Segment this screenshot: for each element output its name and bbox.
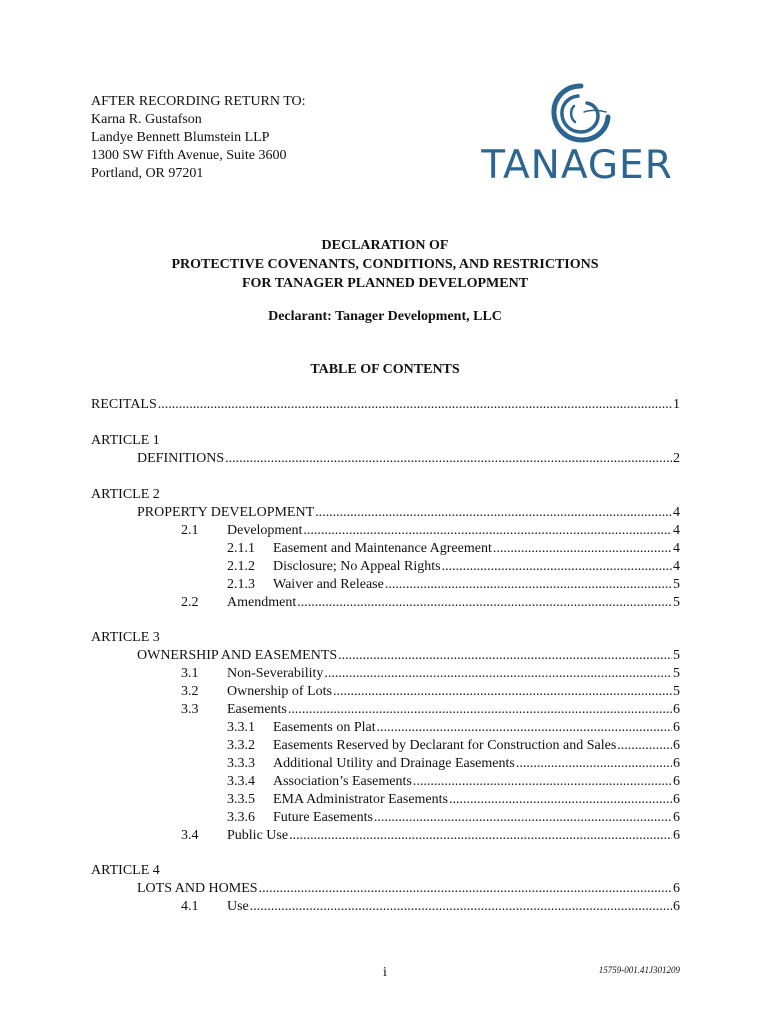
toc-entry-definitions (137, 450, 680, 468)
toc-label: Easements Reserved by Declarant for Construction and Sales (273, 738, 617, 753)
return-address-block (91, 93, 306, 183)
toc-page: 6 (673, 810, 680, 825)
toc-number: 3.3.4 (227, 774, 255, 789)
toc-label: Development (227, 523, 303, 538)
toc-entry-3-3-4 (227, 773, 680, 791)
toc-leader (493, 540, 672, 558)
toc-number: 3.1 (181, 666, 199, 681)
toc-label: Easements on Plat (273, 720, 376, 735)
toc-entry-recitals (91, 396, 680, 414)
toc-page: 6 (673, 702, 680, 717)
toc-leader (374, 809, 672, 827)
toc-page: 1 (673, 397, 680, 412)
toc-entry-2-1 (181, 522, 680, 540)
toc-page: 5 (673, 666, 680, 681)
toc-number: 2.1.1 (227, 541, 255, 556)
toc-label: Non-Severability (227, 666, 324, 681)
article-2-heading: ARTICLE 2 (91, 487, 160, 502)
article-4-heading: ARTICLE 4 (91, 863, 160, 878)
toc-page: 4 (673, 505, 680, 520)
toc-leader (413, 773, 672, 791)
toc-page: 6 (673, 738, 680, 753)
toc-number: 3.3.3 (227, 756, 255, 771)
toc-label: EMA Administrator Easements (273, 792, 448, 807)
toc-number: 2.1 (181, 523, 199, 538)
toc-entry-2-2 (181, 594, 680, 612)
toc-leader (289, 827, 672, 845)
toc-page: 4 (673, 559, 680, 574)
toc-entry-2-1-3 (227, 576, 680, 594)
declaration-title (0, 236, 770, 293)
toc-entry-3-3-3 (227, 755, 680, 773)
toc-label: Easements (227, 702, 287, 717)
toc-label: Future Easements (273, 810, 373, 825)
toc-label: Amendment (227, 595, 297, 610)
toc-label: PROPERTY DEVELOPMENT (137, 505, 315, 520)
toc-number: 3.3 (181, 702, 199, 717)
toc-page: 5 (673, 648, 680, 663)
toc-entry-4-1 (181, 898, 680, 916)
toc-page: 6 (673, 881, 680, 896)
toc-number: 3.4 (181, 828, 199, 843)
title-line-3: FOR TANAGER PLANNED DEVELOPMENT (241, 276, 529, 291)
toc-leader (315, 504, 672, 522)
toc-leader (449, 791, 672, 809)
toc-entry-3-3-1 (227, 719, 680, 737)
toc-page: 4 (673, 523, 680, 538)
toc-leader (259, 880, 672, 898)
toc-page: 6 (673, 720, 680, 735)
toc-entry-lots-homes (137, 880, 680, 898)
toc-leader (288, 701, 672, 719)
toc-page: 5 (673, 595, 680, 610)
toc-leader (297, 594, 672, 612)
toc-heading: TABLE OF CONTENTS (310, 362, 460, 377)
toc-leader (303, 522, 672, 540)
toc-label: Disclosure; No Appeal Rights (273, 559, 441, 574)
toc-label: RECITALS (91, 397, 157, 412)
toc-entry-3-3-6 (227, 809, 680, 827)
article-3-heading: ARTICLE 3 (91, 630, 160, 645)
toc-number: 4.1 (181, 899, 199, 914)
toc-leader (324, 665, 672, 683)
toc-leader (377, 719, 672, 737)
return-line: AFTER RECORDING RETURN TO: (91, 94, 306, 109)
toc-entry-3-3 (181, 701, 680, 719)
toc-leader (338, 647, 672, 665)
toc-label: LOTS AND HOMES (137, 881, 258, 896)
toc-label: DEFINITIONS (137, 451, 225, 466)
page-number: i (383, 965, 387, 980)
toc-label: OWNERSHIP AND EASEMENTS (137, 648, 338, 663)
toc-entry-ownership-easements (137, 647, 680, 665)
toc-number: 3.3.1 (227, 720, 255, 735)
toc-page: 6 (673, 899, 680, 914)
toc-leader (442, 558, 672, 576)
toc-number: 3.3.5 (227, 792, 255, 807)
toc-entry-2-1-1 (227, 540, 680, 558)
toc-entry-3-3-5 (227, 791, 680, 809)
toc-label: Association’s Easements (273, 774, 412, 789)
toc-label: Additional Utility and Drainage Easements (273, 756, 515, 771)
toc-label: Public Use (227, 828, 289, 843)
toc-page: 2 (673, 451, 680, 466)
toc-page: 6 (673, 756, 680, 771)
toc-label: Use (227, 899, 249, 914)
toc-number: 3.3.6 (227, 810, 255, 825)
toc-label: Waiver and Release (273, 577, 384, 592)
return-street: 1300 SW Fifth Avenue, Suite 3600 (91, 148, 287, 163)
toc-entry-3-3-2 (227, 737, 680, 755)
toc-leader (225, 450, 672, 468)
return-name: Karna R. Gustafson (91, 112, 202, 127)
toc-leader (158, 396, 672, 414)
toc-entry-property-development (137, 504, 680, 522)
toc-entry-2-1-2 (227, 558, 680, 576)
toc-page: 5 (673, 684, 680, 699)
toc-page: 6 (673, 774, 680, 789)
toc-page: 6 (673, 792, 680, 807)
toc-number: 2.1.2 (227, 559, 255, 574)
declarant-line: Declarant: Tanager Development, LLC (268, 309, 502, 324)
toc-leader (617, 737, 672, 755)
toc-label: Ownership of Lots (227, 684, 332, 699)
toc-page: 5 (673, 577, 680, 592)
toc-entry-3-2 (181, 683, 680, 701)
toc-leader (516, 755, 672, 773)
toc-number: 2.1.3 (227, 577, 255, 592)
toc-number: 2.2 (181, 595, 199, 610)
toc-leader (385, 576, 672, 594)
tanager-bird-swirl-icon (548, 82, 614, 144)
toc-number: 3.3.2 (227, 738, 255, 753)
toc-number: 3.2 (181, 684, 199, 699)
return-firm: Landye Bennett Blumstein LLP (91, 130, 270, 145)
toc-entry-3-1 (181, 665, 680, 683)
title-line-1: DECLARATION OF (321, 238, 449, 253)
toc-page: 4 (673, 541, 680, 556)
article-1-heading: ARTICLE 1 (91, 433, 160, 448)
toc-entry-3-4 (181, 827, 680, 845)
title-line-2: PROTECTIVE COVENANTS, CONDITIONS, AND RESTRICTIONS (171, 257, 599, 272)
toc-leader (250, 898, 672, 916)
tanager-logo (474, 82, 680, 192)
toc-leader (333, 683, 672, 701)
logo-wordmark: TANAGER (481, 143, 673, 188)
toc-page: 6 (673, 828, 680, 843)
toc-label: Easement and Maintenance Agreement (273, 541, 492, 556)
document-code: 15759-001.41J301209 (598, 965, 680, 975)
return-city: Portland, OR 97201 (91, 166, 204, 181)
